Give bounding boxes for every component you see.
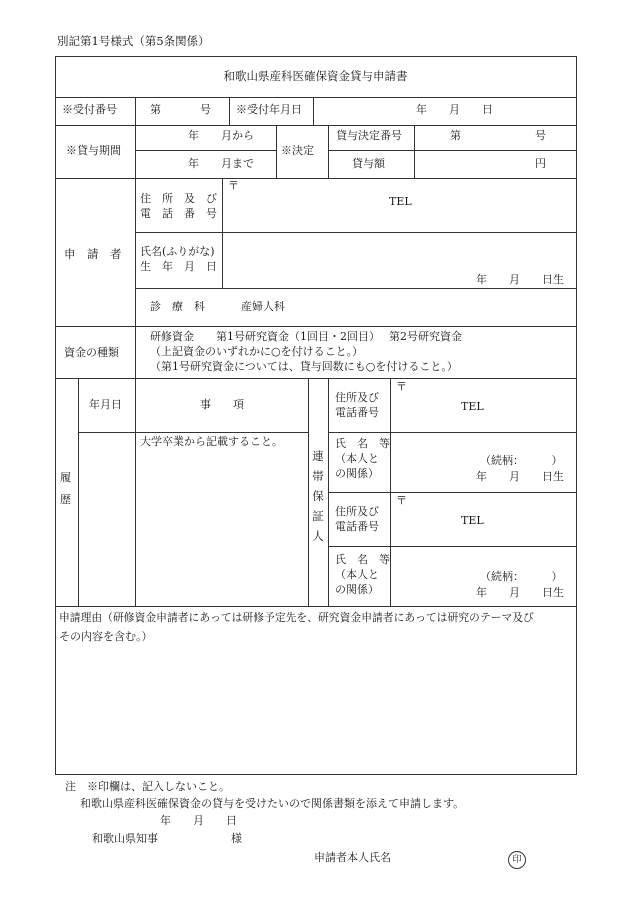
form-number-note: 別記第1号様式（第5条関係） [57, 34, 210, 48]
divider [135, 178, 136, 326]
fund-type-label: 資金の種類 [64, 346, 119, 359]
application-date[interactable]: 年 月 日 [160, 814, 237, 827]
guarantor2-postal-mark: 〒 [396, 494, 407, 507]
address-label-line1: 住 所 及 び [140, 192, 217, 205]
divider [135, 97, 136, 125]
divider [135, 150, 276, 151]
decision-number-label: 貸与決定番号 [336, 129, 402, 142]
history-label-2: 歴 [60, 493, 71, 506]
reason-label-line1: 申請理由（研修資金申請者にあっては研修予定先を、研究資金申請者にあっては研究のテーマ及び [59, 611, 534, 624]
name-kana-label: 氏名(ふりがな) [140, 245, 215, 258]
decision-dai: 第 [450, 129, 461, 142]
joint-guarantor-label: 連帯保証人 [312, 449, 324, 543]
divider [328, 432, 576, 433]
period-from-field[interactable]: 年 月から [188, 129, 254, 142]
divider [135, 326, 136, 378]
loan-amount-label: 貸与額 [352, 157, 385, 170]
decision-label: ※決定 [281, 144, 314, 157]
loan-amount-yen: 円 [535, 157, 546, 170]
divider [308, 378, 309, 606]
application-form [55, 56, 577, 775]
addressee: 和歌山県知事 [92, 832, 158, 845]
divider [229, 97, 230, 125]
department-value: 産婦人科 [241, 300, 285, 313]
guarantor1-name-label-1: 氏 名 等 [335, 437, 390, 450]
loan-period-label: ※貸与期間 [66, 144, 121, 157]
guarantor1-address-label-1: 住所及び [335, 391, 379, 404]
guarantor2-address-label-1: 住所及び [335, 505, 379, 518]
divider [276, 125, 277, 178]
guarantor2-relation[interactable]: （続柄： ） [480, 570, 563, 583]
history-item-header: 事 項 [200, 398, 244, 411]
divider [414, 125, 415, 178]
receipt-go: 号 [200, 103, 211, 116]
divider [135, 125, 136, 178]
guarantor2-birth-date[interactable]: 年 月 日生 [476, 586, 564, 599]
decision-go: 号 [535, 129, 546, 142]
guarantor1-tel: TEL [461, 400, 484, 413]
divider [313, 97, 314, 125]
seal-mark: 印 [508, 851, 526, 869]
receipt-number-label: ※受付番号 [62, 103, 117, 116]
applicant-name-label: 申請者本人氏名 [314, 851, 391, 864]
period-to-field[interactable]: 年 月まで [188, 157, 254, 170]
guarantor1-relation[interactable]: （続柄： ） [480, 454, 563, 467]
divider [78, 378, 79, 606]
divider [135, 378, 136, 606]
divider [55, 606, 576, 607]
divider [328, 378, 329, 606]
divider [135, 232, 576, 233]
guarantor1-name-label-2: （本人と [335, 452, 379, 465]
guarantor1-address-label-2: 電話番号 [335, 406, 379, 419]
guarantor1-name-label-3: の関係） [335, 467, 379, 480]
guarantor2-name-label-2: （本人と [335, 568, 379, 581]
divider [328, 125, 329, 178]
divider [55, 326, 576, 327]
birth-date-field[interactable]: 年 月 日生 [476, 273, 564, 286]
fund-instruction: （上記資金のいずれかに○を付けること。） [150, 345, 364, 358]
receipt-dai: 第 [150, 103, 161, 116]
divider [78, 432, 308, 433]
history-date-header: 年月日 [89, 398, 122, 411]
application-statement: 和歌山県産科医確保資金の貸与を受けたいので関係書類を添えて申請します。 [80, 797, 465, 810]
guarantor2-name-label-1: 氏 名 等 [335, 553, 390, 566]
divider [222, 178, 223, 288]
fund-options[interactable]: 研修資金 第1号研究資金（1回目・2回目） 第2号研究資金 [150, 330, 462, 343]
receipt-date-label: ※受付年月日 [236, 103, 302, 116]
divider [55, 97, 576, 98]
department-label: 診 療 科 [150, 300, 205, 313]
divider [328, 150, 576, 151]
tel-label: TEL [389, 195, 412, 208]
divider [55, 125, 576, 126]
postal-mark: 〒 [228, 179, 239, 192]
guarantor2-name-label-3: の関係） [335, 583, 379, 596]
divider [135, 288, 576, 289]
divider [55, 178, 576, 179]
guarantor2-address-label-2: 電話番号 [335, 520, 379, 533]
guarantor1-birth-date[interactable]: 年 月 日生 [476, 470, 564, 483]
addressee-honorific: 様 [231, 832, 242, 845]
receipt-date-field[interactable]: 年 月 日 [416, 103, 493, 116]
history-note: 大学卒業から記載すること。 [140, 435, 283, 448]
guarantor1-postal-mark: 〒 [396, 380, 407, 393]
divider [55, 378, 576, 379]
address-label-line2: 電 話 番 号 [140, 207, 217, 220]
birth-date-label: 生 年 月 日 [140, 260, 217, 273]
reason-label-line2: その内容を含む。） [59, 630, 153, 643]
form-title: 和歌山県産科医確保資金貸与申請書 [223, 69, 408, 83]
history-label-1: 履 [60, 471, 71, 484]
guarantor2-tel: TEL [461, 514, 484, 527]
divider [390, 378, 391, 606]
footer-note: 注 ※印欄は、記入しないこと。 [65, 780, 230, 793]
divider [328, 546, 576, 547]
divider [328, 492, 576, 493]
fund-instruction-2: （第1号研究資金については、貸与回数にも○を付けること。） [150, 360, 458, 373]
applicant-label: 申 請 者 [64, 247, 122, 261]
